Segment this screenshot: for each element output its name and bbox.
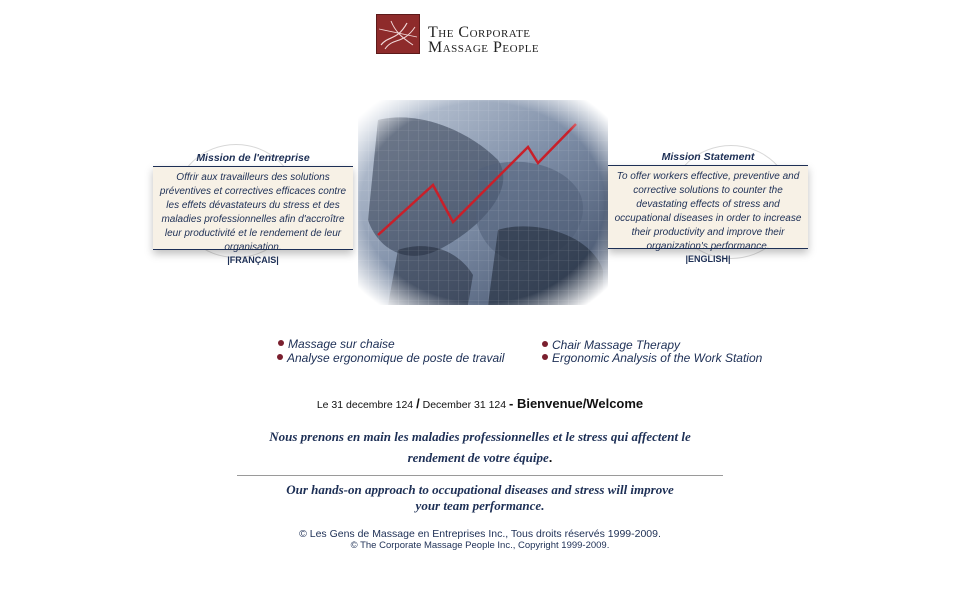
- date-separator: /: [416, 396, 420, 411]
- service-label: Analyse ergonomique de poste de travail: [287, 351, 505, 365]
- service-link-ergonomic-en[interactable]: [542, 351, 762, 365]
- mission-panel-fr: [153, 152, 353, 265]
- mission-text-en: To offer workers effective, preventive and corrective solutions to counter the devastating effects of stress and occupational diseases in order to increase their productivity and improve their organization's performance.: [608, 165, 808, 249]
- service-link-chair-massage-fr[interactable]: [278, 337, 395, 351]
- site-logo[interactable]: [376, 14, 576, 56]
- tagline-en: [230, 482, 730, 514]
- service-link-chair-massage-en[interactable]: [542, 338, 680, 352]
- mission-title-fr: Mission de l'entreprise: [196, 152, 310, 164]
- service-label: Massage sur chaise: [288, 337, 395, 351]
- tagline-fr-line2: rendement de votre équipe: [407, 450, 549, 465]
- bullet-icon: [278, 340, 284, 346]
- tagline-fr-line1: Nous prenons en main les maladies professionnelles et le stress qui affectent le: [269, 429, 691, 444]
- copyright-fr: © Les Gens de Massage en Entreprises Inc., Tous droits réservés 1999-2009.: [299, 528, 661, 540]
- logo-text-line2: Massage People: [428, 39, 540, 56]
- tagline-fr: Nous prenons en main les maladies professionnelles et le stress qui affectent le rendement de votre équipe.: [230, 426, 730, 468]
- mission-title-en: Mission Statement: [661, 151, 755, 163]
- divider: [237, 475, 723, 476]
- mission-panel-en: [608, 151, 808, 264]
- hero-image: [358, 100, 608, 305]
- francais-link[interactable]: |FRANÇAIS|: [227, 255, 279, 265]
- date-fr: Le 31 decembre 124: [316, 399, 414, 411]
- logo-mark-icon: [376, 14, 420, 54]
- service-link-ergonomic-fr[interactable]: [277, 351, 504, 365]
- bullet-icon: [542, 354, 548, 360]
- tagline-en-line2: your team performance.: [415, 498, 545, 513]
- date-welcome-line: [0, 396, 960, 411]
- tagline-en-line1: Our hands-on approach to occupational diseases and stress will improve: [286, 482, 674, 497]
- logo-text-line1: The Corporate: [428, 24, 531, 41]
- bullet-icon: [542, 341, 548, 347]
- service-label: Chair Massage Therapy: [552, 338, 681, 352]
- copyright-en: © The Corporate Massage People Inc., Copyright 1999-2009.: [350, 540, 610, 551]
- welcome-text: - Bienvenue/Welcome: [509, 396, 644, 411]
- date-en: December 31 124: [422, 399, 507, 411]
- mission-text-fr: Offrir aux travailleurs des solutions préventives et correctives efficaces contre les effets dévastateurs du stress et des maladies professionnelles afin d'accroître leur productivité et le rendement de leur organisation.: [153, 166, 353, 250]
- english-link[interactable]: |ENGLISH|: [685, 254, 731, 264]
- bullet-icon: [277, 354, 283, 360]
- service-label: Ergonomic Analysis of the Work Station: [552, 351, 763, 365]
